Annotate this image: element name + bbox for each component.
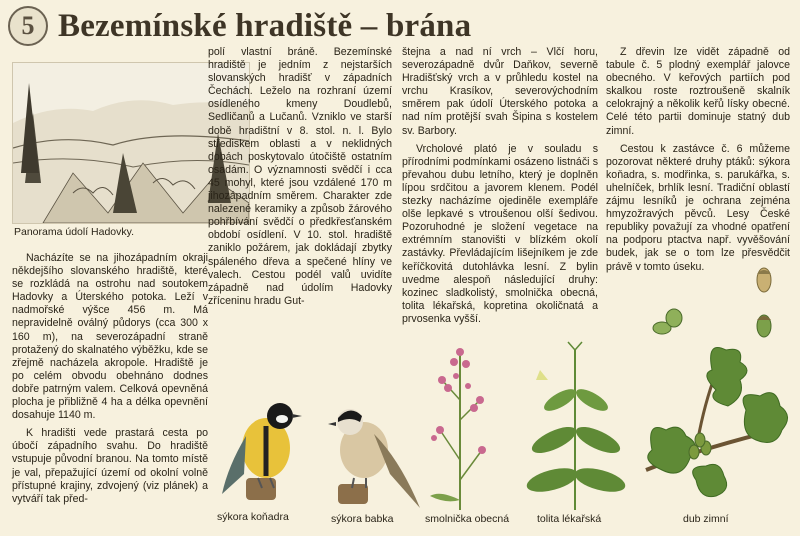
catchfly-illustration xyxy=(420,340,500,510)
paragraph: štejna a nad ní vrch – Vlčí horu, severozápadně dvůr Daňkov, severně Hradišťský vrch a v průhledu kostel na vrchu Krasíkov, severovýchodním směrem pak údolí Úterského potoka a nad ním protější svah Šipina s kostelem sv. Barbory. xyxy=(402,46,598,137)
page-title: Bezemínské hradiště – brána xyxy=(58,7,472,44)
oak-branch-illustration xyxy=(636,330,796,510)
great-tit-illustration xyxy=(218,396,313,506)
paragraph: Z dřevin lze vidět západně od tabule č. 5 plodný exemplář jalovce obecného. V keřových partiích pod skalkou roste roztroušeně skalník celokrajný a několik keřů lísky obecné. Celé této partii dominuje statný dub zimní. xyxy=(606,46,790,137)
marsh-tit-illustration xyxy=(324,400,424,510)
paragraph: Cestou k zastávce č. 6 můžeme pozorovat některé druhy ptáků: sýkora koňadra, s. modřinka, s. parukářka, s. uhelníček, brhlík lesní. Tradiční oblastí zájmu lesníků je ochrana zejména hmyzožravých pěvců. Lesy České republiky považují za vhodné opatření na podporu ptactva např. vyvěšování budek, jak se o tom lze přesvědčit právě v tomto úseku. xyxy=(606,142,790,273)
text-column-3 xyxy=(402,46,598,331)
text-column-2 xyxy=(208,46,392,313)
header xyxy=(8,4,471,48)
label-swallowwort: tolita lékařská xyxy=(537,513,602,525)
swallowwort-illustration xyxy=(520,340,630,510)
stop-number-badge: 5 xyxy=(8,6,48,46)
text-column-4 xyxy=(606,46,790,279)
paragraph: Vrcholové plató je v souladu s přírodními podmínkami osázeno listnáči s převahou dubu letního, který je doplněn lípou srdčitou a javorem klenem. Podél stezky nacházíme ojediněle exempláře olše lepkavé s vtroušenou olší šedivou. Pozoruhodné je složení vegetace na extrémním stanovišti v blízkém okolí zastávky. Převládajícím lišejníkem je zde keříčkovitá dutohlávka lesní. Z bylin uvedme alespoň následující druhy: kozinec sladkolistý, smolnička obecná, tolita lékařská, kopretina okoličnatá a prvosenka vyšší. xyxy=(402,142,598,325)
label-marsh-tit: sýkora babka xyxy=(331,513,394,525)
label-oak: dub zimní xyxy=(683,513,729,525)
paragraph: polí vlastní bráně. Bezemínské hradiště je jedním z nejstarších slovanských hradišť v západních Čechách. Leželo na rozhraní území osídleného kmeny Doudlebů, Sedličanů a Lučanů. Vzniklo ve starší době hradištní v 8. stol. n. l. Bylo střediskem oblasti a v neklidných dobách poskytovalo útočiště ostatním osadám. O významnosti svědčí i cca 45 mohyl, které jsou vzdálené 170 m jihozápadním směrem. Charakter zde nalezené keramiky a způsob žárového pohřbívání svědčí o předkřesťanském období osídlení. V 10. stol. hradiště zaniklo požárem, jak dokládají zbytky spáleného dřeva a spečené hlíny ve valech. Cestou podél valů uvidíte západně nad údolím Hadovky zříceninu hradu Gut- xyxy=(208,46,392,307)
text-column-1 xyxy=(12,252,208,511)
paragraph: Nacházíte se na jihozápadním okraji někdejšího slovanského hradiště, které se rozkládá na ostrohu nad soutokem Hadovky a Úterského potoka. Leží v nadmořské výšce 456 m. Má nepravidelně oválný půdorys (cca 300 x 160 m), na severozápadní straně protažený do skalnatého výběžku, kde se zřejmě nacházela akropole. Hradiště je po celém obvodu obehnáno dodnes dobře patrným valem. Celková opevněná plocha je přibližně 4 ha a délka opevnění dosahuje 1140 m. xyxy=(12,252,208,422)
label-catchfly: smolnička obecná xyxy=(425,513,510,525)
label-great-tit: sýkora koňadra xyxy=(217,511,289,523)
panorama-caption: Panorama údolí Hadovky. xyxy=(14,226,135,238)
paragraph: K hradišti vede prastará cesta po úbočí západního svahu. Do hradiště vstupuje původní branou. Na tomto místě je val, přepažující území od okolní volně přístupné krajiny, zdvojený (viz plánek) a vytváří tak před- xyxy=(12,427,208,505)
